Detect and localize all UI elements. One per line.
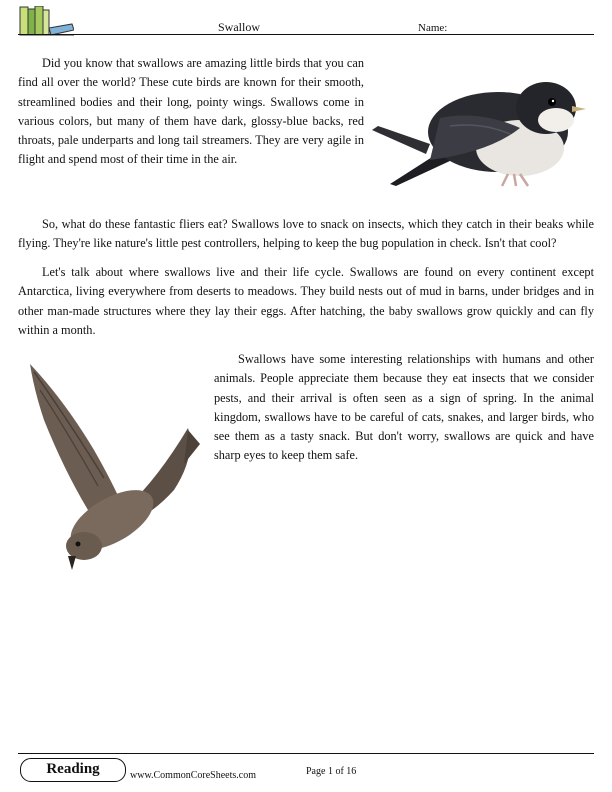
paragraph-intro: Did you know that swallows are amazing little birds that you can find all over the world? These cute birds are known for their smooth, streamlined bodies and their long, pointy wings. Swallows come in various colors, but many of them have dark, glossy-blue backs, red throats, pale underparts and long tail streamers. They are very agile in flight and spend most of their time in the air. [18, 56, 364, 167]
reading-badge [20, 758, 126, 782]
paragraph-diet: So, what do these fantastic fliers eat? Swallows love to snack on insects, which they catch in their beaks while flying. They're like nature's little pest controllers, helping to keep the bug population in check. Isn't that cool? [18, 217, 594, 251]
page-title: Swallow [218, 20, 260, 34]
footer-divider [18, 753, 594, 754]
header-divider [18, 34, 594, 35]
paragraph-habitat: Let's talk about where swallows live and their life cycle. Swallows are found on every continent except Antarctica, living everywhere from deserts to meadows. They build nests out of mud in barns, under bridges and in other man-made structures where they lay their eggs. After hatching, the baby swallows grow quickly and can fly within a month. [18, 265, 594, 337]
perched-swallow-image [370, 56, 590, 192]
paragraph-relationships: Swallows have some interesting relationships with humans and other animals. People appreciate them because they eat insects that we consider pests, and their arrival is often seen as a sign of spring. In the animal kingdom, swallows have to be careful of cats, snakes, and larger birds, who see them as a tasty snack. But don't worry, swallows are quick and have sharp eyes to keep them safe. [214, 352, 594, 463]
reading-badge-label: Reading [46, 761, 100, 777]
page-number: Page 1 of 16 [306, 766, 357, 777]
page-header [18, 6, 594, 36]
books-logo-icon [18, 6, 74, 36]
site-url: www.CommonCoreSheets.com [130, 770, 257, 781]
flying-swallow-image [24, 360, 208, 576]
name-field-label: Name: [418, 22, 448, 34]
